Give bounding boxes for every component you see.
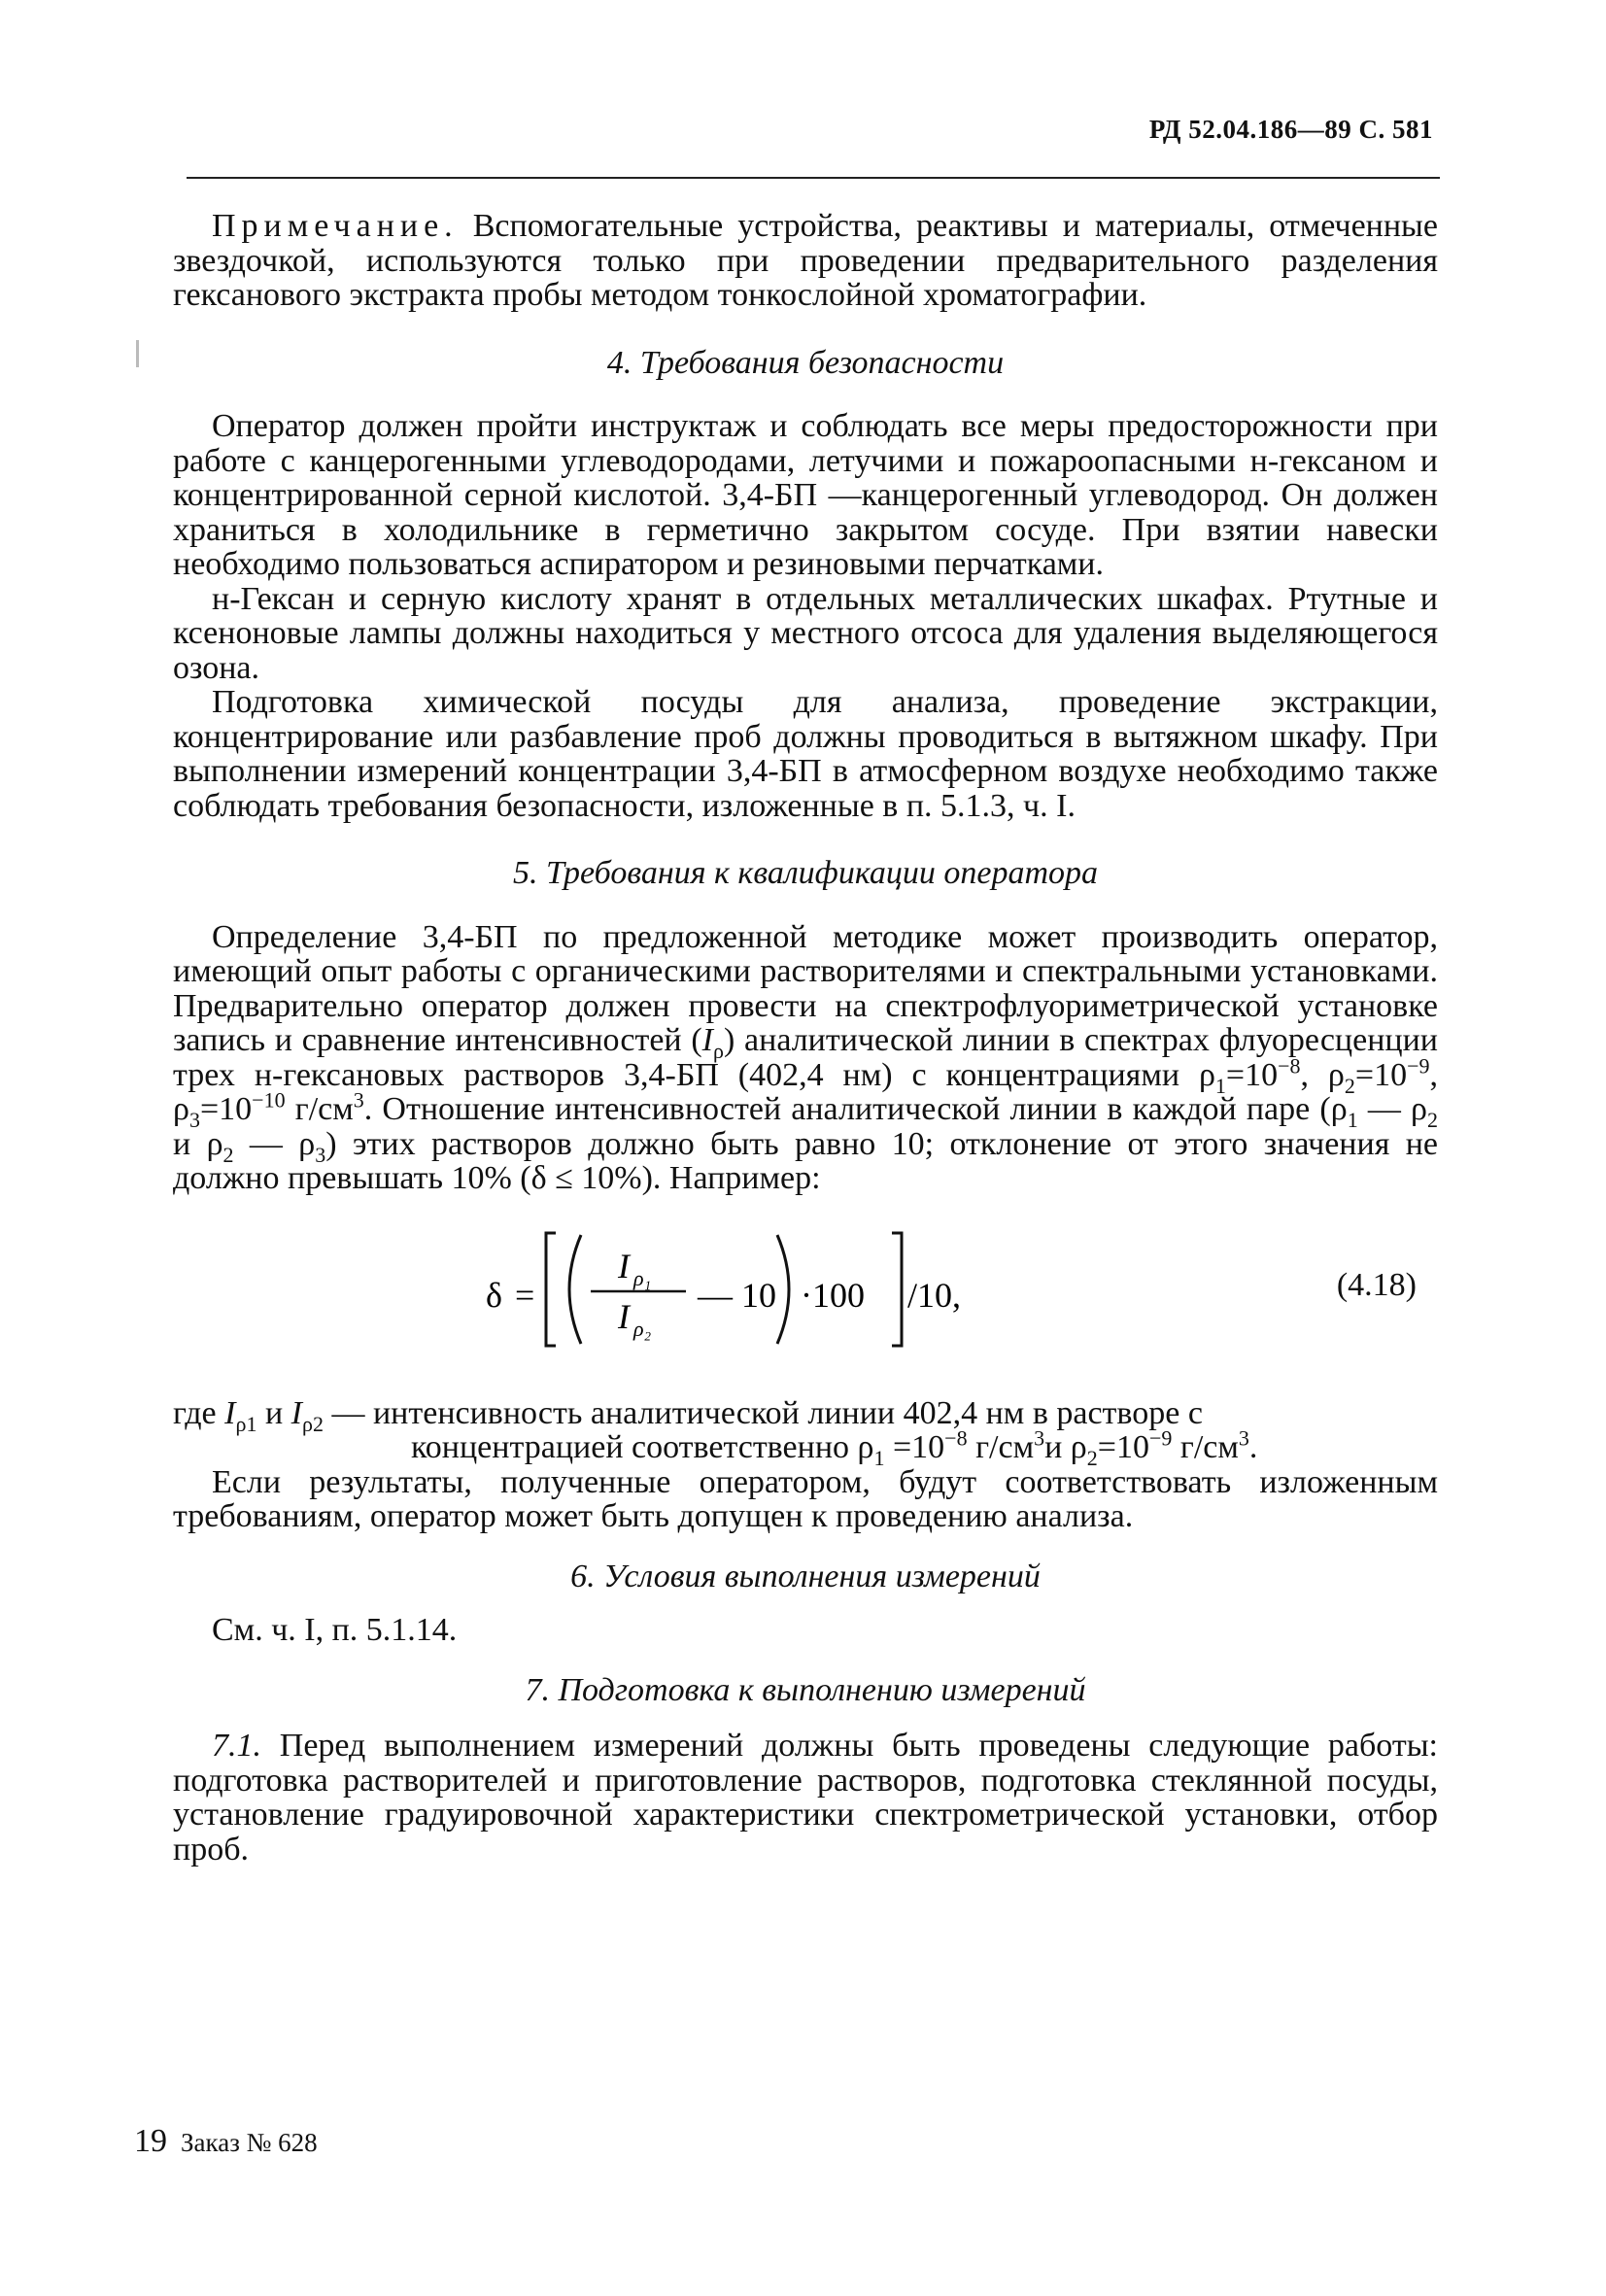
section-7-paragraph-1 (173, 1729, 1438, 1867)
text-run: , ρ (1300, 1056, 1345, 1093)
formula-lhs: δ (486, 1275, 502, 1315)
text-run: =10 (199, 1091, 253, 1127)
page-footer (134, 2123, 318, 2160)
subscript-1: 1 (1347, 1107, 1358, 1132)
exponent: −8 (944, 1425, 968, 1451)
intensity-subscript: ρ2 (302, 1411, 324, 1436)
formula-denominator: I (618, 1296, 630, 1336)
where-line-1 (173, 1394, 1438, 1436)
left-square-bracket (546, 1233, 556, 1346)
formula-numerator-sub: ρ₁ (633, 1265, 652, 1290)
formula-svg (173, 1221, 1438, 1357)
text-run: и ρ (1044, 1429, 1087, 1465)
exponent: −9 (1407, 1053, 1430, 1079)
formula-numerator: I (618, 1246, 630, 1285)
left-paren (569, 1235, 581, 1344)
text-run: г/см (1172, 1429, 1239, 1465)
item-number: 7.1. (212, 1728, 261, 1764)
order-number: Заказ № 628 (181, 2128, 318, 2157)
subscript-2: 2 (222, 1142, 234, 1167)
formula-equals: = (515, 1275, 535, 1315)
text-run: и ρ (173, 1125, 223, 1162)
text-run: . Отношение интенсивностей аналитической линии в каждой паре (ρ (363, 1091, 1348, 1127)
section-6-title: 6. Условия выполнения измерений (570, 1558, 1041, 1594)
formula-minus-ten: — 10 (698, 1275, 776, 1315)
subscript-3: 3 (315, 1142, 326, 1167)
scan-mark (136, 340, 139, 367)
text-run: Перед выполнением измерений должны быть проведены следующие работы: подготовка растворителей и приготовление растворов, подготовка стеклянной посуды, установление градуировочной характеристики спектрометрической установки, отбор проб. (173, 1728, 1438, 1868)
formula-body (173, 1221, 1438, 1357)
text-run: =10 (884, 1429, 945, 1465)
formula-div-ten: /10, (907, 1275, 962, 1315)
note-text: Вспомогательные устройства, реактивы и материалы, отмеченные звездочкой, используются только при проведении предварительного разделения гексанового экстракта пробы методом тонкослойной хроматографии. (173, 208, 1438, 313)
text-run: — ρ (233, 1125, 316, 1162)
text-run: ) аналитической линии в спектрах флуоресценции трех н-гексановых растворов 3,4-БП (402,4 нм) с концентрациями ρ (173, 1022, 1438, 1093)
formula-times-100: ·100 (801, 1275, 865, 1315)
subscript-2: 2 (1427, 1107, 1438, 1132)
text-run: =10 (1354, 1056, 1408, 1093)
text-run: =10 (1225, 1056, 1279, 1093)
note-label: Примечание. (212, 208, 459, 244)
section-7-title: 7. Подготовка к выполнению измерений (525, 1671, 1086, 1708)
subscript-1: 1 (873, 1445, 885, 1470)
section-4-paragraph-2: н-Гексан и серную кислоту хранят в отдельных металлических шкафах. Ртутные и ксеноновые лампы должны находиться у местного отсоса для удаления выделяющегося озона. (173, 580, 1438, 686)
text-run: , ρ (173, 1056, 1438, 1127)
exponent: −8 (1278, 1053, 1301, 1079)
text-run: и (256, 1394, 291, 1431)
subscript-3: 3 (188, 1107, 200, 1132)
section-4-paragraph-3: Подготовка химической посуды для анализа, проведение экстракции, концентрирование или разбавление проб должны проводиться в вытяжном шкафу. При выполнении измерений концентрации 3,4-БП в атмосферном воздухе необходимо также соблюдать требования безопасности, изложенные в п. 5.1.3, ч. I. (173, 684, 1438, 824)
exponent: −10 (252, 1087, 286, 1113)
subscript-1: 1 (1214, 1073, 1226, 1098)
section-4-title: 4. Требования безопасности (606, 344, 1005, 381)
text-run: г/см (285, 1091, 354, 1127)
header-rule (187, 177, 1440, 179)
formula-denominator-sub: ρ₂ (633, 1316, 652, 1341)
exponent: 3 (1238, 1425, 1249, 1451)
text-run: концентрацией соответственно ρ (411, 1429, 874, 1465)
page-body (173, 209, 1438, 1867)
text-run: Определение 3,4-БП по предложенной методике может производить оператор, имеющий опыт работы с органическими растворителями и спектральными установками. Предварительно оператор должен провести на спектрофлуориметрической установке запись и сравнение интенсивностей ( (173, 918, 1438, 1058)
text-run: . (1248, 1429, 1258, 1465)
note-paragraph (173, 209, 1438, 313)
section-6-paragraph-1: См. ч. I, п. 5.1.14. (212, 1612, 458, 1648)
intensity-symbol: I (224, 1394, 236, 1431)
section-5-paragraph-2: Если результаты, полученные оператором, будут соответствовать изложенным требованиям, оператор может быть допущен к проведению анализа. (173, 1463, 1438, 1534)
text-run: где (173, 1394, 225, 1431)
exponent: 3 (1034, 1425, 1045, 1451)
exponent: 3 (353, 1087, 364, 1113)
section-5-paragraph-1 (173, 920, 1438, 1196)
section-4-paragraph-1: Оператор должен пройти инструктаж и соблюдать все меры предосторожности при работе с канцерогенными углеводородами, летучими и пожароопасными н-гексаном и концентрированной серной кислотой. 3,4-БП —канцерогенный углеводород. Он должен храниться в холодильнике в герметично закрытом сосуде. При взятии навески необходимо пользоваться аспиратором и резиновыми перчатками. (173, 408, 1438, 582)
text-run: — интенсивность аналитической линии 402,4 нм в растворе с (323, 1394, 1203, 1431)
signature-mark: 19 (134, 2123, 167, 2159)
subscript-2: 2 (1344, 1073, 1355, 1098)
section-5-title: 5. Требования к квалификации оператора (512, 855, 1099, 891)
intensity-subscript: ρ1 (235, 1411, 257, 1436)
running-head: РД 52.04.186—89 С. 581 (1148, 115, 1433, 144)
intensity-symbol: I (290, 1394, 302, 1431)
text-run: ) этих растворов должно быть равно 10; отклонение от этого значения не должно превышать 10% (δ ≤ 10%). Например: (173, 1125, 1438, 1196)
right-square-bracket (892, 1233, 902, 1346)
subscript-2: 2 (1086, 1445, 1098, 1470)
where-line-2 (173, 1425, 1438, 1470)
equation-number: (4.18) (1336, 1266, 1417, 1303)
exponent: −9 (1148, 1425, 1173, 1451)
intensity-subscript: ρ (713, 1038, 724, 1063)
right-paren (777, 1235, 789, 1344)
formula-4-18 (173, 1221, 1438, 1357)
text-run: — ρ (1357, 1091, 1427, 1127)
text-run: =10 (1097, 1429, 1149, 1465)
intensity-symbol: I (701, 1022, 713, 1058)
text-run: г/см (967, 1429, 1035, 1465)
